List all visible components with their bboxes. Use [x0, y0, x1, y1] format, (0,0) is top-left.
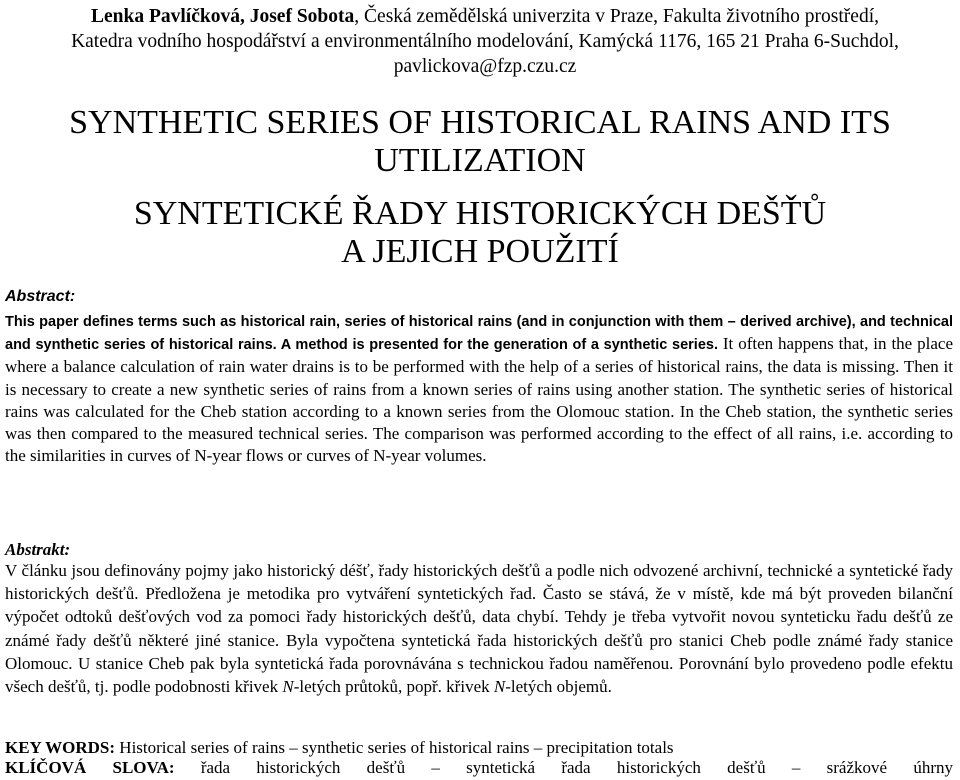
czech-title-line-2: A JEJICH POUŽITÍ [341, 233, 619, 270]
keywords-english [5, 737, 953, 759]
keywords-english-text: Historical series of rains – synthetic series of historical rains – precipitation totals [115, 738, 674, 757]
author-affiliation [65, 4, 905, 79]
abstrakt-n-italic-1: N [282, 677, 294, 697]
abstract-lead: This paper defines terms such as historical rain, series of historical rains (and in conjunction with them – derived archive), and technical and synthetic series of historical rains. A method is presented for the generation of a synthetic series. [5, 314, 953, 354]
czech-title-line-1: SYNTETICKÉ ŘADY HISTORICKÝCH DEŠŤŮ [133, 195, 827, 232]
abstrakt-text-end: -letých objemů. [505, 677, 612, 697]
keywords-czech-text: řada historických dešťů – syntetická řada historických dešťů – srážkové úhrny [174, 758, 953, 777]
abstrakt-text: V článku jsou definovány pojmy jako historický déšť, řady historických dešťů a podle nich odvozené archivní, technické a syntetické řady historických dešťů. Předložena je metodika pro vytváření syntetických řad. Často se stává, že v místě, kde má být proveden bilanční výpočet odtoků dešťových vod za pomoci řady historických dešťů, data chybí. Tehdy je třeba vytvořit novou synteticku řadu dešťů ze známé řady dešťů některé jiné stanice. Byla vypočtena syntetická řada historických dešťů pro stanici Cheb podle známé řady stanice Olomouc. U stanice Cheb pak byla syntetická řada porovnávána s technickou řadou naměřenou. Porovnání bylo provedeno podle efektu všech dešťů, tj. podle podobnosti křivek [5, 561, 953, 697]
author-names: Lenka Pavlíčková, Josef Sobota [91, 6, 355, 27]
abstract-body [5, 310, 953, 467]
abstrakt-text-mid: -letých průtoků, popř. křivek [293, 677, 494, 697]
abstrakt-n-italic-2: N [493, 677, 506, 697]
abstract-text: It often happens that, in the place where a balance calculation of rain water drains is to be performed with the help of a series of historical rains, the data is missing. Then it is necessary to create a new synthetic series of rains from a known series of rains using another station. The synthetic series of historical rains was calculated for the Cheb station according to a known series from the Olomouc station. In the Cheb station, the synthetic series was then compared to the measured technical series. The comparison was performed according to the effect of all rains, i.e. according to the similarities in curves of N-year flows or curves of N-year volumes. [5, 334, 953, 466]
english-title-line-2: UTILIZATION [374, 142, 586, 179]
affiliation-text: , Česká zemědělská univerzita v Praze, Fakulta životního prostředí, Katedra vodního hospodářství a environmentálního modelování, Kamýcká 1176, 165 21 Praha 6-Suchdol, pavlickova@fzp.czu.cz [71, 6, 899, 77]
abstrakt-heading: Abstrakt: [5, 540, 71, 559]
czech-title [0, 195, 960, 271]
keywords-czech [5, 757, 953, 779]
keywords-english-label: KEY WORDS: [5, 738, 116, 757]
abstract-heading: Abstract: [5, 288, 76, 305]
abstrakt-body [5, 559, 953, 698]
english-title-line-1: SYNTHETIC SERIES OF HISTORICAL RAINS AND ITS [69, 104, 891, 141]
keywords-czech-label: KLÍČOVÁ SLOVA: [5, 758, 175, 777]
english-title [0, 104, 960, 180]
